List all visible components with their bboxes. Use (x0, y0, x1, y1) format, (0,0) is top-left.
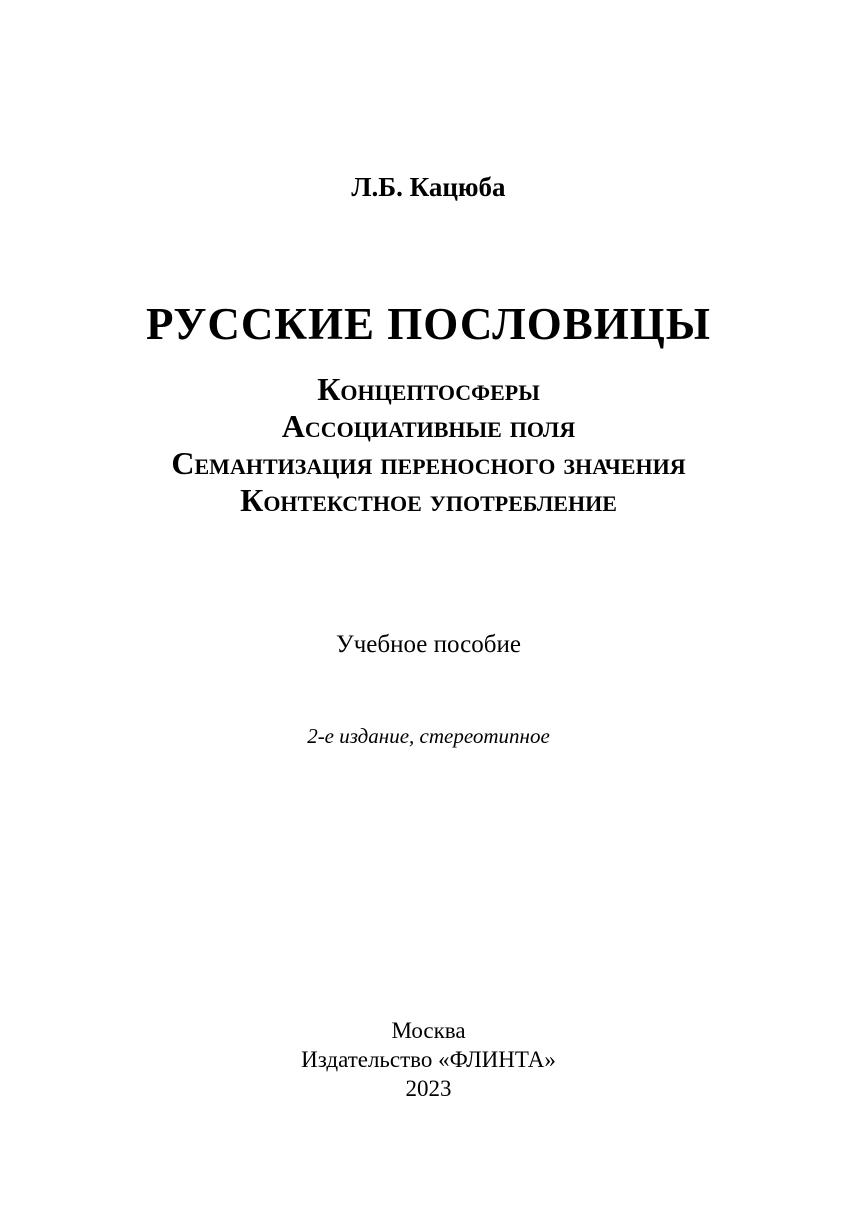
subtitle-line: Ассоциативные поля (281, 408, 576, 444)
subtitle-block (0, 371, 857, 519)
imprint-city: Москва (391, 1018, 466, 1043)
subtitle-line: Семантизация переносного значения (171, 445, 686, 481)
imprint-block (0, 1016, 857, 1103)
imprint-publisher: Издательство «ФЛИНТА» (301, 1047, 556, 1072)
edition-note: 2-е издание, стереотипное (307, 724, 550, 748)
imprint-year: 2023 (405, 1076, 452, 1101)
author-name: Л.Б. Кацюба (351, 172, 506, 202)
subtitle-line: Концептосферы (317, 371, 540, 407)
subtitle-line: Контекстное употребление (240, 482, 617, 518)
book-genre: Учебное пособие (336, 631, 521, 658)
book-title: РУССКИЕ ПОСЛОВИЦЫ (146, 299, 711, 349)
